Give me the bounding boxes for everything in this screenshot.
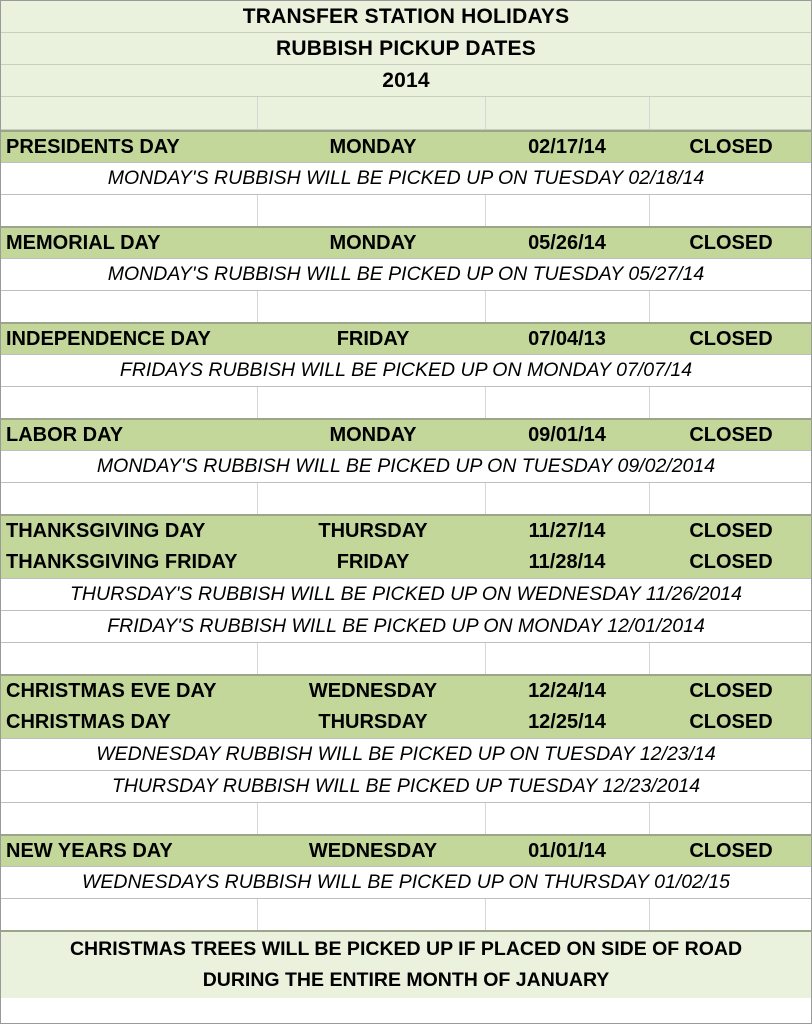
holiday-weekday: WEDNESDAY	[308, 839, 438, 862]
blank-row	[1, 194, 811, 226]
sheet-year: 2014	[1, 65, 811, 97]
holiday-row	[1, 418, 811, 450]
holiday-weekday: FRIDAY	[336, 327, 410, 350]
holiday-row	[1, 226, 811, 258]
holiday-name: CHRISTMAS DAY	[6, 710, 171, 733]
holiday-status: CLOSED	[689, 423, 773, 446]
holiday-row	[1, 674, 811, 706]
holiday-date: 12/24/14	[528, 679, 606, 702]
holiday-status: CLOSED	[689, 231, 773, 254]
blank-row	[1, 802, 811, 834]
holiday-row	[1, 130, 811, 162]
holiday-weekday: FRIDAY	[336, 550, 410, 573]
pickup-note: MONDAY'S RUBBISH WILL BE PICKED UP ON TUESDAY 02/18/14	[1, 162, 811, 194]
pickup-note: MONDAY'S RUBBISH WILL BE PICKED UP ON TUESDAY 09/02/2014	[1, 450, 811, 482]
holiday-name: PRESIDENTS DAY	[6, 135, 180, 158]
holiday-name: LABOR DAY	[6, 423, 124, 446]
pickup-note: FRIDAY'S RUBBISH WILL BE PICKED UP ON MONDAY 12/01/2014	[1, 610, 811, 642]
holiday-name: MEMORIAL DAY	[6, 231, 161, 254]
holiday-name: THANKSGIVING FRIDAY	[6, 550, 238, 573]
blank-row	[1, 898, 811, 930]
holiday-row	[1, 322, 811, 354]
holiday-date: 12/25/14	[528, 710, 606, 733]
holiday-weekday: MONDAY	[329, 231, 417, 254]
blank-row	[1, 642, 811, 674]
holiday-date: 02/17/14	[528, 135, 606, 158]
holiday-status: CLOSED	[689, 327, 773, 350]
holiday-status: CLOSED	[689, 710, 773, 733]
pickup-note: THURSDAY RUBBISH WILL BE PICKED UP TUESDAY 12/23/2014	[1, 770, 811, 802]
holiday-date: 01/01/14	[528, 839, 606, 862]
blank-row	[1, 482, 811, 514]
holiday-weekday: THURSDAY	[318, 710, 428, 733]
blank-row	[1, 290, 811, 322]
notice-line-2: DURING THE ENTIRE MONTH OF JANUARY	[202, 969, 610, 991]
christmas-tree-notice	[1, 930, 811, 998]
holiday-weekday: WEDNESDAY	[308, 679, 438, 702]
holiday-date: 11/27/14	[528, 519, 606, 542]
sheet-title: TRANSFER STATION HOLIDAYS	[1, 1, 811, 33]
pickup-note: WEDNESDAYS RUBBISH WILL BE PICKED UP ON THURSDAY 01/02/15	[1, 866, 811, 898]
pickup-note: WEDNESDAY RUBBISH WILL BE PICKED UP ON TUESDAY 12/23/14	[1, 738, 811, 770]
holiday-name: NEW YEARS DAY	[6, 839, 173, 862]
holiday-row	[1, 706, 811, 738]
holiday-name: CHRISTMAS EVE DAY	[6, 679, 217, 702]
holiday-status: CLOSED	[689, 519, 773, 542]
notice-line-1: CHRISTMAS TREES WILL BE PICKED UP IF PLACED ON SIDE OF ROAD	[69, 938, 743, 960]
holiday-status: CLOSED	[689, 550, 773, 573]
sheet-subtitle: RUBBISH PICKUP DATES	[1, 33, 811, 65]
holiday-weekday: MONDAY	[329, 135, 417, 158]
holiday-date: 11/28/14	[528, 550, 606, 573]
pickup-note: MONDAY'S RUBBISH WILL BE PICKED UP ON TUESDAY 05/27/14	[1, 258, 811, 290]
blank-row	[1, 97, 811, 130]
holiday-status: CLOSED	[689, 679, 773, 702]
pickup-note: FRIDAYS RUBBISH WILL BE PICKED UP ON MONDAY 07/07/14	[1, 354, 811, 386]
holiday-weekday: THURSDAY	[318, 519, 428, 542]
blank-row	[1, 386, 811, 418]
pickup-note: THURSDAY'S RUBBISH WILL BE PICKED UP ON WEDNESDAY 11/26/2014	[1, 578, 811, 610]
holiday-row	[1, 834, 811, 866]
holiday-row	[1, 514, 811, 546]
holiday-weekday: MONDAY	[329, 423, 417, 446]
holiday-date: 05/26/14	[528, 231, 606, 254]
holiday-status: CLOSED	[689, 839, 773, 862]
holiday-date: 07/04/13	[528, 327, 606, 350]
holiday-status: CLOSED	[689, 135, 773, 158]
holiday-date: 09/01/14	[528, 423, 606, 446]
holiday-row	[1, 546, 811, 578]
holiday-name: INDEPENDENCE DAY	[6, 327, 211, 350]
holiday-name: THANKSGIVING DAY	[6, 519, 206, 542]
